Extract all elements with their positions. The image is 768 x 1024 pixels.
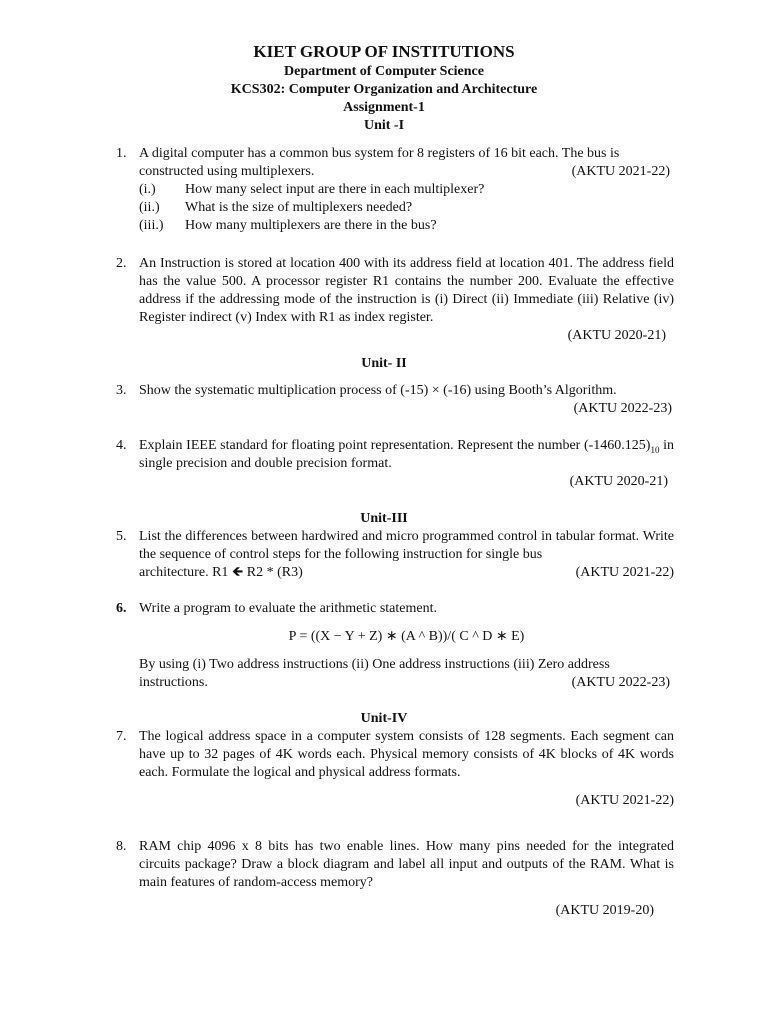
question-number: 8. — [116, 839, 127, 854]
exam-year-tag: (AKTU 2020-21) — [567, 328, 666, 343]
question-text: instructions. — [139, 675, 208, 690]
question-text: A digital computer has a common bus system for 8 registers of 16 bit each. The bus is — [139, 146, 620, 161]
unit-heading-4: Unit-IV — [360, 711, 408, 726]
sub-question-text: How many multiplexers are there in the bus? — [185, 218, 437, 233]
exam-year-tag: (AKTU 2021-22) — [571, 164, 670, 179]
subscript-base: 10 — [650, 444, 660, 455]
unit-heading-3: Unit-III — [360, 511, 408, 526]
arithmetic-formula: P = ((X − Y + Z) ∗ (A ^ B))/( C ^ D ∗ E) — [288, 629, 525, 644]
question-text: An Instruction is stored at location 400 with its address field at location 401. The address field has the value 500. A processor register R1 contains the number 200. Evaluate the effective address if the addressing mode of the instruction is (i) Direct (ii) Immediate (iii) Relative (iv) Register indirect (v) Index with R1 as index register. — [139, 256, 674, 325]
sub-question-text: How many select input are there in each multiplexer? — [185, 182, 485, 197]
assignment-title: Assignment-1 — [343, 100, 425, 115]
question-text: By using (i) Two address instructions (ii) One address instructions (iii) Zero address — [139, 657, 610, 672]
question-text — [139, 437, 674, 473]
sub-question — [139, 181, 674, 199]
question-number: 6. — [116, 601, 127, 616]
question-8 — [116, 838, 674, 920]
question-text-part: Explain IEEE standard for floating point representation. Represent the number (-1460.125) — [139, 438, 651, 453]
question-text: Show the systematic multiplication process of (-15) × (-16) using Booth’s Algorithm. — [139, 383, 617, 398]
sub-question-number: (ii.) — [139, 200, 160, 215]
sub-question — [139, 217, 674, 235]
exam-year-tag: (AKTU 2022-23) — [571, 675, 670, 690]
question-text-part: in single precision and double precision format. — [139, 438, 674, 471]
exam-year-tag: (AKTU 2020-21) — [569, 474, 668, 489]
sub-question — [139, 199, 674, 217]
question-number: 1. — [116, 146, 127, 161]
question-1 — [116, 145, 674, 235]
question-3 — [116, 382, 674, 418]
question-text: RAM chip 4096 x 8 bits has two enable lines. How many pins needed for the integrated circuits package? Draw a block diagram and label all input and outputs of the RAM. What is main features of random-access memory? — [139, 839, 674, 890]
question-6 — [116, 600, 674, 692]
department-title: Department of Computer Science — [284, 64, 484, 79]
exam-year-tag: (AKTU 2021-22) — [575, 565, 674, 580]
exam-year-tag: (AKTU 2022-23) — [573, 401, 672, 416]
sub-question-text: What is the size of multiplexers needed? — [185, 200, 413, 215]
unit-heading-2: Unit- II — [361, 356, 407, 371]
question-number: 3. — [116, 383, 127, 398]
sub-question-number: (i.) — [139, 182, 156, 197]
institution-title: KIET GROUP OF INSTITUTIONS — [253, 42, 515, 61]
question-text: The logical address space in a computer system consists of 128 segments. Each segment can have up to 32 pages of 4K words each. Physical memory consists of 4K blocks of 4K words each. Formulate the logical and physical address formats. — [139, 729, 674, 780]
course-title: KCS302: Computer Organization and Architecture — [230, 82, 538, 97]
sub-question-number: (iii.) — [139, 218, 164, 233]
question-4 — [116, 437, 674, 491]
question-2 — [116, 255, 674, 345]
question-number: 7. — [116, 729, 127, 744]
question-7 — [116, 728, 674, 810]
question-number: 4. — [116, 438, 127, 453]
question-text: constructed using multiplexers. — [139, 164, 315, 179]
question-number: 2. — [116, 256, 127, 271]
question-5 — [116, 528, 674, 582]
question-text: List the differences between hardwired and micro programmed control in tabular format. Write the sequence of control steps for the following instruction for single bus — [139, 529, 674, 562]
exam-year-tag: (AKTU 2019-20) — [555, 903, 654, 918]
question-text: architecture. R1 🡸 R2 * (R3) — [139, 565, 303, 580]
question-number: 5. — [116, 529, 127, 544]
question-text: Write a program to evaluate the arithmetic statement. — [139, 601, 437, 616]
exam-year-tag: (AKTU 2021-22) — [575, 793, 674, 808]
unit-heading-1: Unit -I — [363, 118, 405, 133]
